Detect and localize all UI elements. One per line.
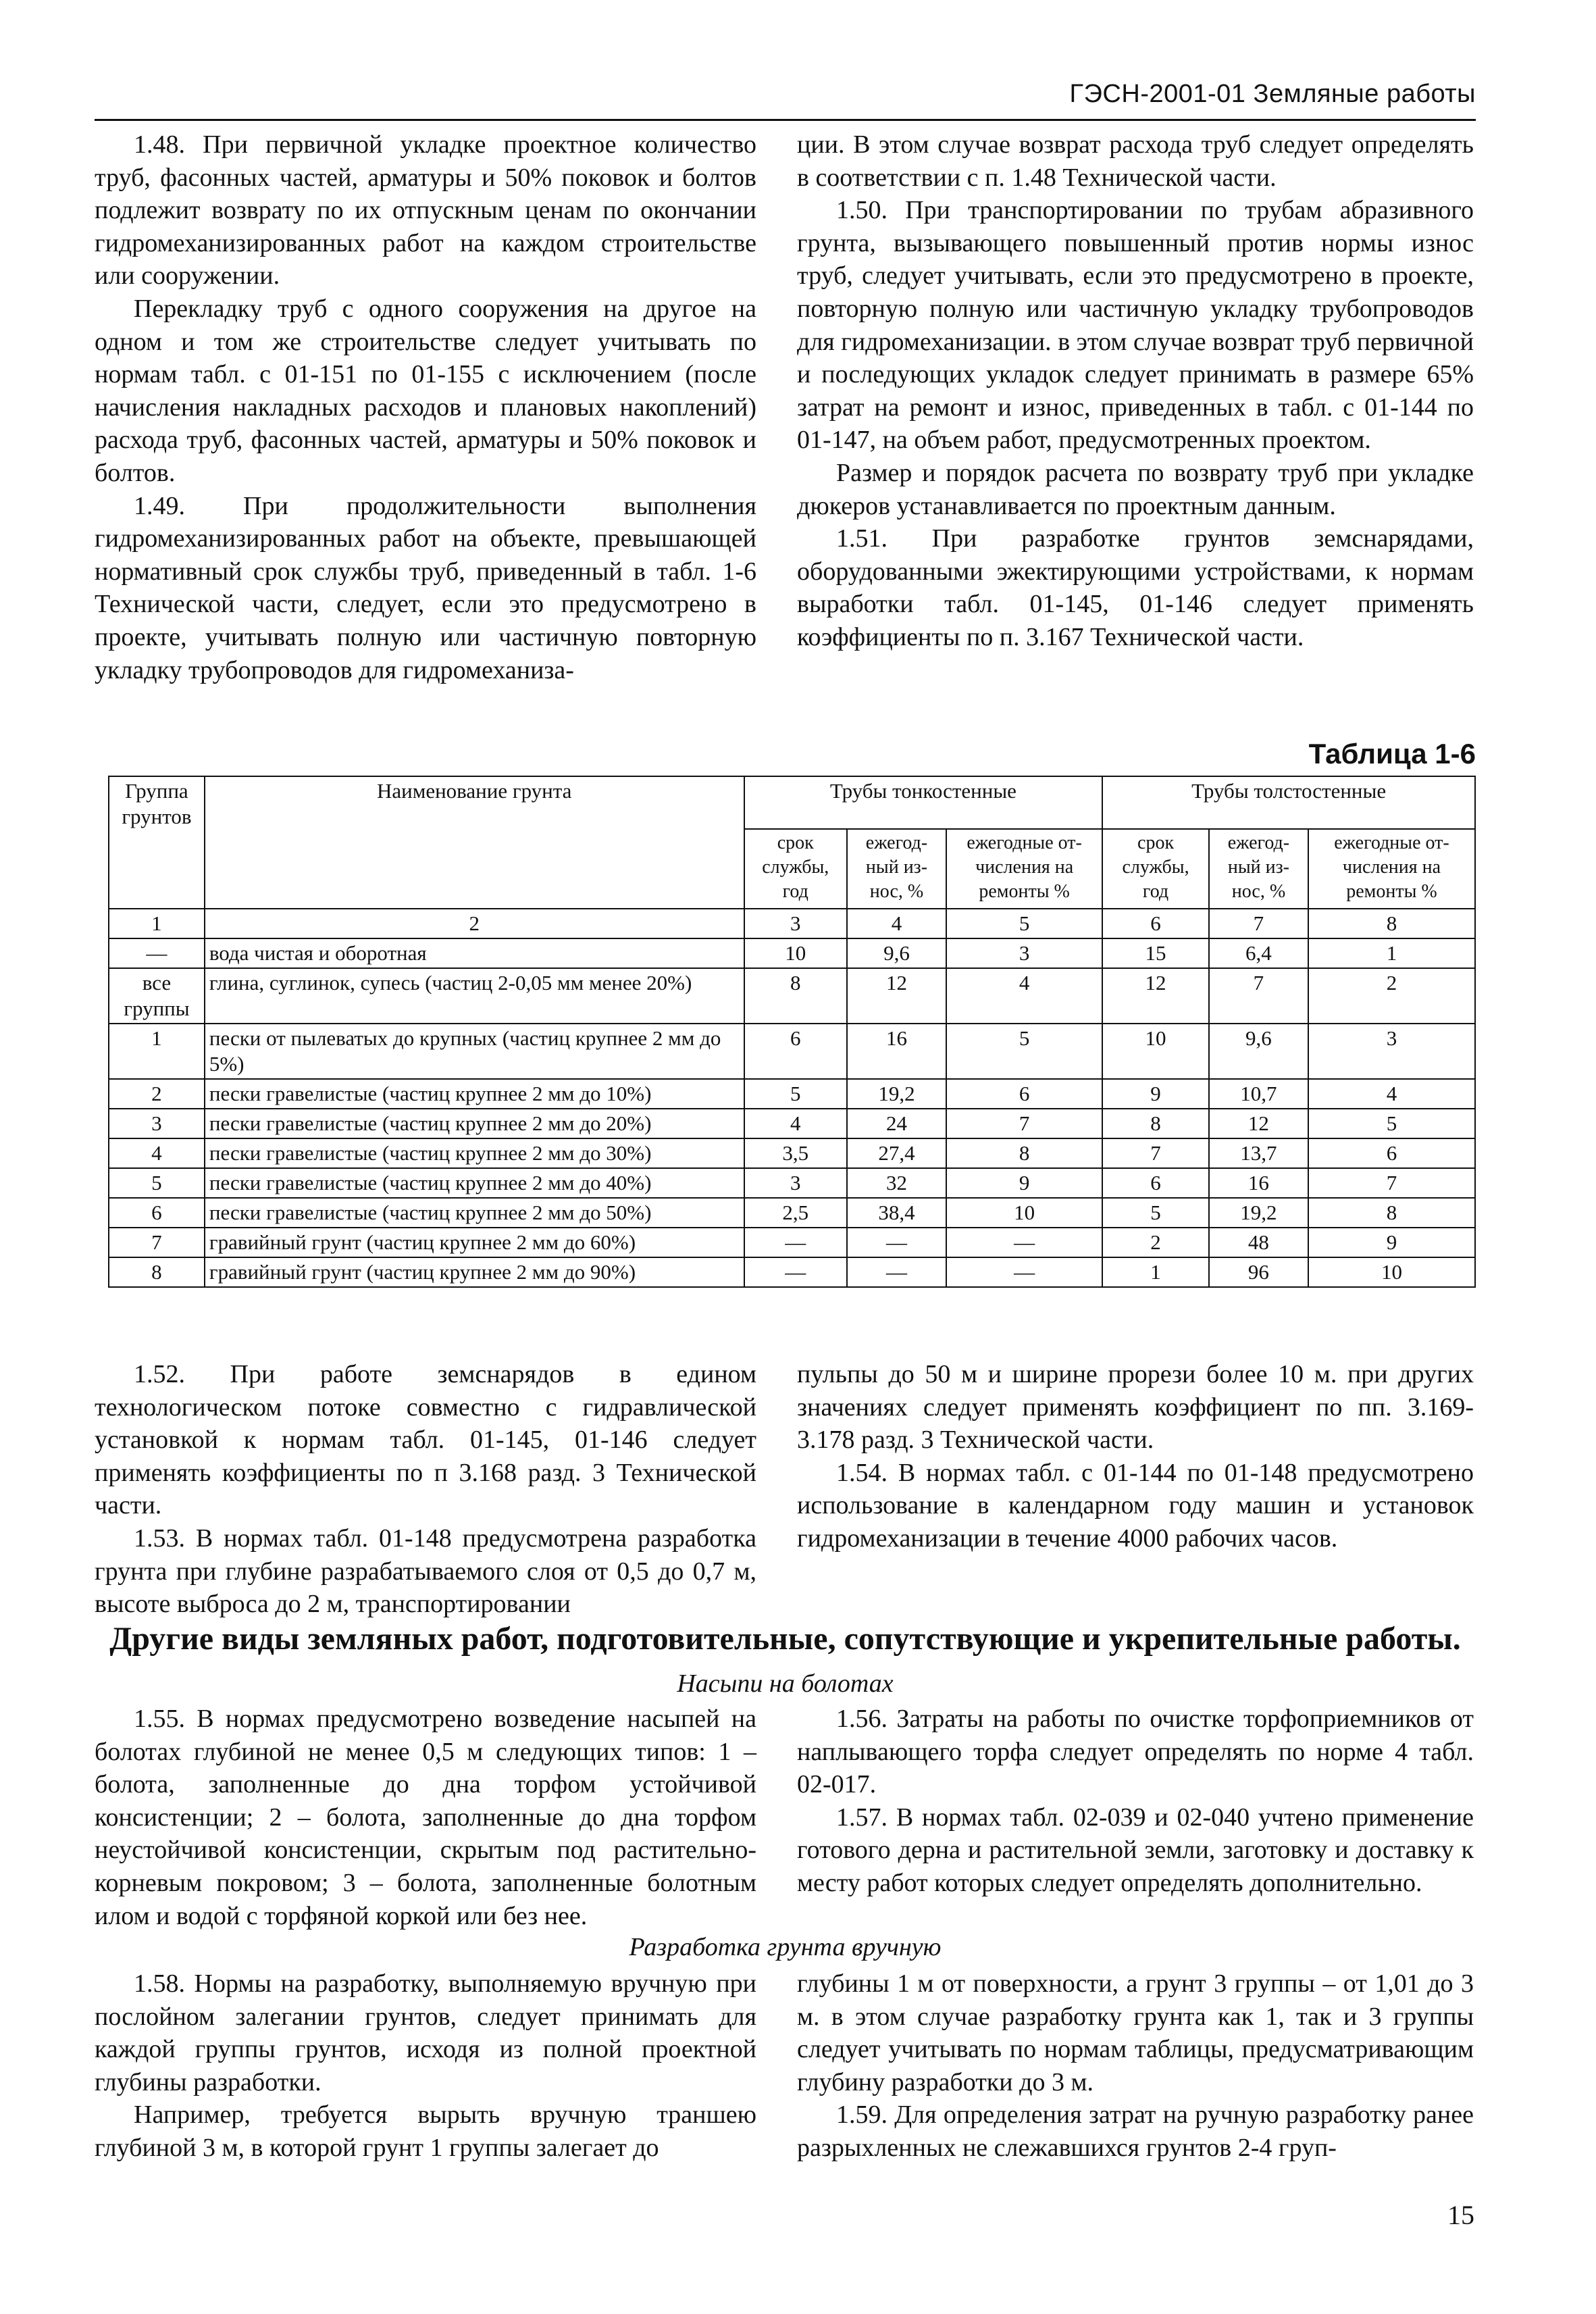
cell-value: 1 <box>1308 938 1475 968</box>
cell-group: 4 <box>109 1138 205 1168</box>
cell-value: 10 <box>946 1198 1102 1228</box>
cell-value: 7 <box>1209 968 1308 1024</box>
paragraph-transfer: Перекладку труб с одного сооружения на другое на одном и том же строительстве следует учитывать по нормам табл. с 01-151 по 01-155 с исключением (после начисления накладных расходов и плановых накоплений) расхода труб, фасонных частей, арматуры и 50% поковок и болтов. <box>95 294 756 487</box>
cell-value: 10 <box>1308 1257 1475 1287</box>
cell-value: — <box>744 1257 847 1287</box>
col-number: 3 <box>744 909 847 938</box>
table-numbering-row <box>109 909 1475 938</box>
cell-value: 9 <box>1102 1079 1209 1109</box>
cell-value: 12 <box>1102 968 1209 1024</box>
cell-value: 2,5 <box>744 1198 847 1228</box>
col-number: 5 <box>946 909 1102 938</box>
cell-group: 7 <box>109 1228 205 1257</box>
cell-soil-name: пески гравелистые (частиц крупнее 2 мм до 10%) <box>205 1079 744 1109</box>
running-header <box>95 80 1476 121</box>
paragraph-1-51: 1.51. При разработке грунтов земснарядами, оборудованными эжектирующими устройствами, к нормам выработки табл. 01-145, 01-146 следует применять коэффициенты по п. 3.167 Технической части. <box>797 524 1474 651</box>
cell-value: 19,2 <box>847 1079 946 1109</box>
cell-value: 7 <box>946 1109 1102 1138</box>
table-title: Таблица 1-6 <box>1308 738 1476 770</box>
paragraph-1-54: 1.54. В нормах табл. с 01-144 по 01-148 предусмотрено использование в календарном году машин и установок гидромеханизации в течение 4000 рабочих часов. <box>797 1458 1474 1553</box>
paragraph-1-48: 1.48. При первичной укладке проектное количество труб, фасонных частей, арматуры и 50% поковок и болтов подлежит возврату по их отпускным ценам по окончании гидромеханизированных работ на каждом строительстве или сооружении. <box>95 130 756 291</box>
cell-value: — <box>946 1257 1102 1287</box>
cell-value: 27,4 <box>847 1138 946 1168</box>
cell-value: 3 <box>744 1168 847 1198</box>
cell-value: — <box>847 1228 946 1257</box>
cell-value: 6 <box>946 1079 1102 1109</box>
subheader-cell: ежегод-ный из-нос, % <box>1209 829 1308 909</box>
header-thick-pipes: Трубы толстостенные <box>1102 776 1475 829</box>
cell-value: 5 <box>1308 1109 1475 1138</box>
cell-value: 4 <box>1308 1079 1475 1109</box>
table-row <box>109 1138 1475 1168</box>
cell-group: 3 <box>109 1109 205 1138</box>
subheader-cell: ежегодные от-числения на ремонты % <box>1308 829 1475 909</box>
cell-value: 8 <box>1102 1109 1209 1138</box>
cell-value: 6 <box>1308 1138 1475 1168</box>
cell-group: 2 <box>109 1079 205 1109</box>
cell-value: 7 <box>1102 1138 1209 1168</box>
cell-value: 16 <box>847 1024 946 1079</box>
cell-value: 10 <box>744 938 847 968</box>
cell-value: 3,5 <box>744 1138 847 1168</box>
cell-value: 6 <box>1102 1168 1209 1198</box>
cell-group: — <box>109 938 205 968</box>
paragraph-1-57: 1.57. В нормах табл. 02-039 и 02-040 учтено применение готового дерна и растительной земли, заготовку и доставку к месту работ которых следует определять дополнительно. <box>797 1803 1474 1897</box>
table-row <box>109 1079 1475 1109</box>
pipe-service-table <box>108 776 1476 1288</box>
paragraph-1-56: 1.56. Затраты на работы по очистке торфоприемников от наплывающего торфа следует определять по норме 4 табл. 02-017. <box>797 1705 1474 1799</box>
left-column-mid <box>95 1358 756 1621</box>
cell-soil-name: пески гравелистые (частиц крупнее 2 мм до 40%) <box>205 1168 744 1198</box>
cell-value: 38,4 <box>847 1198 946 1228</box>
cell-value: 2 <box>1308 968 1475 1024</box>
paragraph-1-52: 1.52. При работе земснарядов в едином технологическом потоке совместно с гидравлической установкой к нормам табл. 01-145, 01-146 следует применять коэффициенты по п 3.168 разд. 3 Технической части. <box>95 1360 756 1520</box>
cell-value: 9,6 <box>1209 1024 1308 1079</box>
table-row <box>109 1228 1475 1257</box>
paragraph-1-50: 1.50. При транспортировании по трубам абразивного грунта, вызывающего повышенный против нормы износ труб, следует учитывать, если это предусмотрено в проекте, повторную полную или частичную укладку трубопроводов для гидромеханизации. в этом случае возврат труб первичной и последующих укладок следует принимать в размере 65% затрат на ремонт и износ, приведенных в табл. с 01-144 по 01-147, на объем работ, предусмотренных проектом. <box>797 196 1474 455</box>
cell-value: 10,7 <box>1209 1079 1308 1109</box>
cell-value: — <box>847 1257 946 1287</box>
cell-group: 8 <box>109 1257 205 1287</box>
cell-value: 8 <box>946 1138 1102 1168</box>
col-number: 6 <box>1102 909 1209 938</box>
table-row <box>109 1109 1475 1138</box>
subtitle-swamps: Насыпи на болотах <box>677 1669 894 1698</box>
left-column-swamps <box>95 1703 756 1932</box>
cell-value: 3 <box>946 938 1102 968</box>
paragraph-1-49: 1.49. При продолжительности выполнения гидромеханизированных работ на объекте, превышающей нормативный срок службы труб, приведенный в табл. 1-6 Технической части, следует, если это предусмотрено в проекте, учитывать полную или частичную повторную укладку трубопроводов для гидромеханиза- <box>95 491 756 684</box>
table-row <box>109 968 1475 1024</box>
paragraph-example: Например, требуется вырыть вручную траншею глубиной 3 м, в которой грунт 1 группы залегает до <box>95 2101 756 2162</box>
cell-soil-name: глина, суглинок, супесь (частиц 2-0,05 мм менее 20%) <box>205 968 744 1024</box>
cell-value: 9 <box>1308 1228 1475 1257</box>
cell-soil-name: пески гравелистые (частиц крупнее 2 мм до 30%) <box>205 1138 744 1168</box>
right-column-top <box>797 128 1474 654</box>
cell-soil-name: гравийный грунт (частиц крупнее 2 мм до 60%) <box>205 1228 744 1257</box>
col-number: 7 <box>1209 909 1308 938</box>
header-thin-pipes: Трубы тонкостенные <box>744 776 1103 829</box>
left-column-manual <box>95 1967 756 2165</box>
table-row <box>109 1257 1475 1287</box>
right-column-mid <box>797 1358 1474 1555</box>
cell-value: 6,4 <box>1209 938 1308 968</box>
cell-value: 2 <box>1102 1228 1209 1257</box>
cell-soil-name: вода чистая и оборотная <box>205 938 744 968</box>
col-number: 1 <box>109 909 205 938</box>
paragraph-1-53-cont: пульпы до 50 м и ширине прорези более 10 м. при других значениях следует применять коэффициент по пп. 3.169-3.178 разд. 3 Технической части. <box>797 1360 1474 1455</box>
table-body <box>109 938 1475 1287</box>
header-title: ГЭСН-2001-01 Земляные работы <box>1069 80 1476 108</box>
cell-value: 5 <box>744 1079 847 1109</box>
table-row <box>109 938 1475 968</box>
cell-value: 5 <box>946 1024 1102 1079</box>
cell-value: 9 <box>946 1168 1102 1198</box>
cell-value: 15 <box>1102 938 1209 968</box>
col-number: 4 <box>847 909 946 938</box>
cell-soil-name: пески гравелистые (частиц крупнее 2 мм до 50%) <box>205 1198 744 1228</box>
table-row <box>109 1198 1475 1228</box>
cell-value: 12 <box>847 968 946 1024</box>
header-soil-name: Наименование грунта <box>205 776 744 909</box>
paragraph-1-58: 1.58. Нормы на разработку, выполняемую вручную при послойном залегании грунтов, следует принимать для каждой группы грунтов, исходя из полной проектной глубины разработки. <box>95 1969 756 2096</box>
cell-value: 32 <box>847 1168 946 1198</box>
cell-group: все группы <box>109 968 205 1024</box>
right-column-manual <box>797 1967 1474 2165</box>
cell-value: 48 <box>1209 1228 1308 1257</box>
cell-value: — <box>744 1228 847 1257</box>
subheader-cell: срок службы, год <box>1102 829 1209 909</box>
header-group: Группа грунтов <box>109 776 205 909</box>
cell-value: 96 <box>1209 1257 1308 1287</box>
paragraph-1-59: 1.59. Для определения затрат на ручную разработку ранее разрыхленных не слежавшихся грунтов 2-4 груп- <box>797 2101 1474 2162</box>
cell-value: 19,2 <box>1209 1198 1308 1228</box>
cell-value: 7 <box>1308 1168 1475 1198</box>
cell-value: 12 <box>1209 1109 1308 1138</box>
cell-soil-name: пески от пылеватых до крупных (частиц крупнее 2 мм до 5%) <box>205 1024 744 1079</box>
cell-value: 8 <box>1308 1198 1475 1228</box>
cell-value: 5 <box>1102 1198 1209 1228</box>
section-title: Другие виды земляных работ, подготовительные, сопутствующие и укрепительные работы. <box>109 1621 1461 1657</box>
cell-value: 13,7 <box>1209 1138 1308 1168</box>
cell-value: 6 <box>744 1024 847 1079</box>
subheader-cell: ежегод-ный из-нос, % <box>847 829 946 909</box>
table-row <box>109 1024 1475 1079</box>
cell-value: 4 <box>744 1109 847 1138</box>
cell-value: 10 <box>1102 1024 1209 1079</box>
col-number: 2 <box>205 909 744 938</box>
cell-value: 1 <box>1102 1257 1209 1287</box>
subheader-cell: срок службы, год <box>744 829 847 909</box>
page-number: 15 <box>1447 2200 1474 2230</box>
cell-value: 8 <box>744 968 847 1024</box>
paragraph-1-55: 1.55. В нормах предусмотрено возведение насыпей на болотах глубиной не менее 0,5 м следующих типов: 1 – болота, заполненные до дна торфом устойчивой консистенции; 2 – болота, заполненные до дна торфом неустойчивой консистенции, скрытым под растительно-корневым покровом; 3 – болота, заполненные болотным илом и водой с торфяной коркой или без нее. <box>95 1705 756 1930</box>
cell-value: — <box>946 1228 1102 1257</box>
paragraph-1-53: 1.53. В нормах табл. 01-148 предусмотрена разработка грунта при глубине разрабатываемого слоя от 0,5 до 0,7 м, высоте выброса до 2 м, транспортировании <box>95 1524 756 1619</box>
cell-group: 6 <box>109 1198 205 1228</box>
table-header-row <box>109 776 1475 829</box>
subheader-cell: ежегодные от-числения на ремонты % <box>946 829 1102 909</box>
right-column-swamps <box>797 1703 1474 1900</box>
cell-soil-name: пески гравелистые (частиц крупнее 2 мм до 20%) <box>205 1109 744 1138</box>
col-number: 8 <box>1308 909 1475 938</box>
left-column-top <box>95 128 756 686</box>
cell-value: 9,6 <box>847 938 946 968</box>
cell-soil-name: гравийный грунт (частиц крупнее 2 мм до 90%) <box>205 1257 744 1287</box>
paragraph-1-49-cont: ции. В этом случае возврат расхода труб следует определять в соответствии с п. 1.48 Технической части. <box>797 130 1474 192</box>
paragraph-dukers: Размер и порядок расчета по возврату труб при укладке дюкеров устанавливается по проектным данным. <box>797 458 1474 520</box>
cell-value: 24 <box>847 1109 946 1138</box>
table-row <box>109 1168 1475 1198</box>
cell-value: 3 <box>1308 1024 1475 1079</box>
cell-value: 16 <box>1209 1168 1308 1198</box>
paragraph-example-cont: глубины 1 м от поверхности, а грунт 3 группы – от 1,01 до 3 м. в этом случае разработку грунта как 1, так и 3 группы следует учитывать по нормам таблицы, предусматривающим глубину разработки до 3 м. <box>797 1969 1474 2096</box>
subtitle-manual-digging: Разработка грунта вручную <box>629 1933 942 1961</box>
cell-group: 5 <box>109 1168 205 1198</box>
cell-group: 1 <box>109 1024 205 1079</box>
cell-value: 4 <box>946 968 1102 1024</box>
